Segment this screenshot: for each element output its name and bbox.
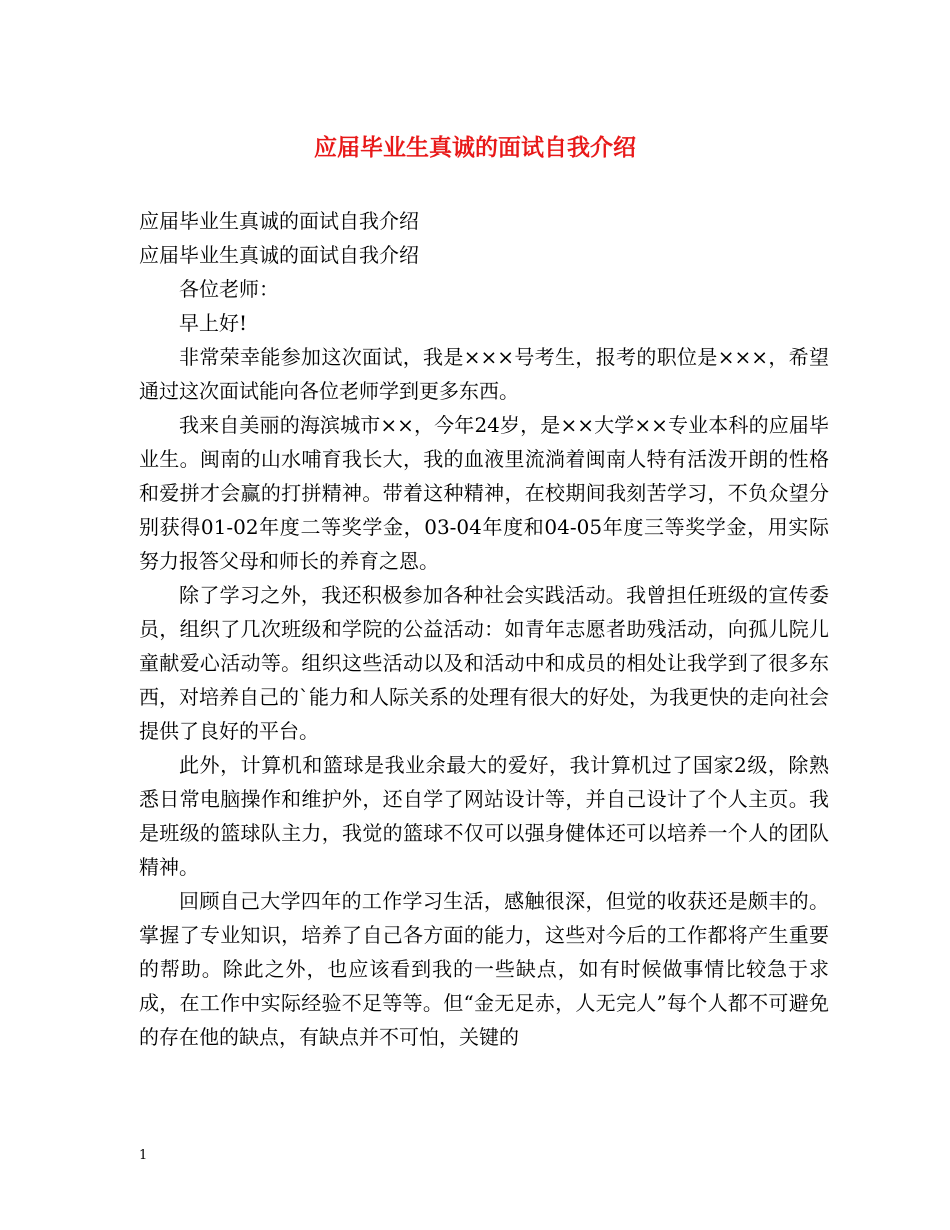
document-body	[139, 204, 829, 1054]
heading-line: 应届毕业生真诚的面试自我介绍	[139, 243, 419, 267]
body-paragraph: 回顾自己大学四年的工作学习生活，感触很深，但觉的收获还是颇丰的。掌握了专业知识，培养了自己各方面的能力，这些对今后的工作都将产生重要的帮助。除此之外，也应该看到我的一些缺点，如有时候做事情比较急于求成，在工作中实际经验不足等等。但“金无足赤，人无完人”每个人都不可避免的存在他的缺点，有缺点并不可怕，关键的	[139, 889, 829, 1049]
body-paragraph: 除了学习之外，我还积极参加各种社会实践活动。我曾担任班级的宣传委员，组织了几次班级和学院的公益活动：如青年志愿者助残活动，向孤儿院儿童献爱心活动等。组织这些活动以及和活动中和成员的相处让我学到了很多东西，对培养自己的`能力和人际关系的处理有很大的好处，为我更快的走向社会提供了良好的平台。	[139, 583, 829, 743]
body-paragraph: 非常荣幸能参加这次面试，我是×××号考生，报考的职位是×××，希望通过这次面试能向各位老师学到更多东西。	[139, 345, 829, 403]
salutation: 各位老师：	[179, 277, 279, 301]
body-paragraph: 此外，计算机和篮球是我业余最大的爱好，我计算机过了国家2级，除熟悉日常电脑操作和维护外，还自学了网站设计等，并自己设计了个人主页。我是班级的篮球队主力，我觉的篮球不仅可以强身健体还可以培养一个人的团队精神。	[139, 753, 829, 879]
heading-line: 应届毕业生真诚的面试自我介绍	[139, 209, 419, 233]
greeting: 早上好!	[179, 311, 248, 335]
document-title: 应届毕业生真诚的面试自我介绍	[314, 134, 636, 161]
page-number: 1	[139, 1148, 148, 1163]
body-paragraph: 我来自美丽的海滨城市××，今年24岁，是××大学××专业本科的应届毕业生。闽南的山水哺育我长大，我的血液里流淌着闽南人特有活泼开朗的性格和爱拼才会赢的打拼精神。带着这种精神，在校期间我刻苦学习，不负众望分别获得01-02年度二等奖学金，03-04年度和04-05年度三等奖学金，用实际努力报答父母和师长的养育之恩。	[139, 413, 829, 573]
